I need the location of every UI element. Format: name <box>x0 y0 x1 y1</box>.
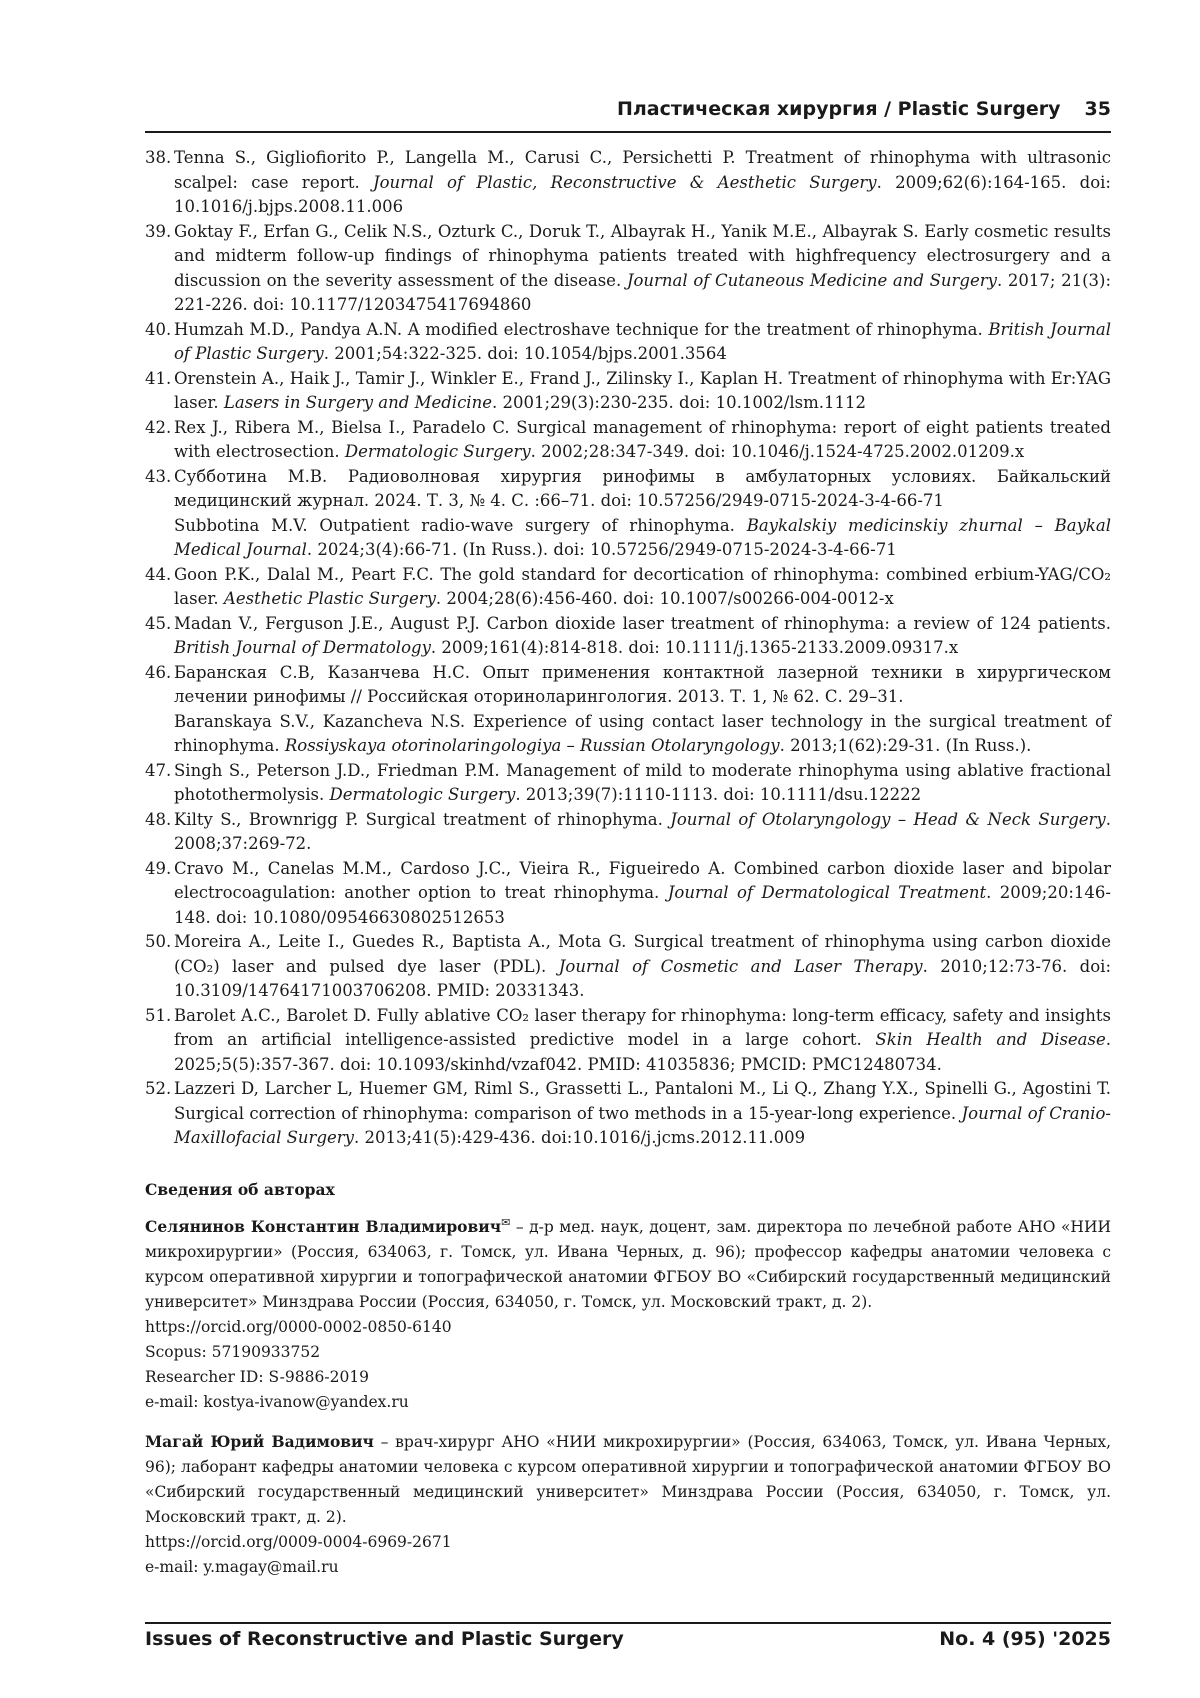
reference-number: 39. <box>145 221 172 241</box>
reference-text: Goktay F., Erfan G., Celik N.S., Ozturk C., Doruk T., Albayrak H., Yanik M.E., Albayrak S. Early cosmetic results and midterm follow-up findings of rhinophyma patients treated with highfrequency electrosurgery and a discussion on the severity assessment of the disease. <box>174 221 1111 290</box>
author-name: Магай Юрий Вадимович <box>145 1432 374 1452</box>
author-email[interactable]: e-mail: y.magay@mail.ru <box>145 1558 339 1577</box>
reference-text: Madan V., Ferguson J.E., August P.J. Carbon dioxide laser treatment of rhinophyma: a review of 124 patients. <box>174 613 1111 633</box>
reference-item <box>145 416 1111 465</box>
reference-number: 49. <box>145 858 172 878</box>
reference-item <box>145 318 1111 367</box>
journal-name: Issues of Reconstructive and Plastic Surgery <box>145 1628 624 1650</box>
reference-text: Баранская С.В, Казанчева Н.С. Опыт применения контактной лазерной техники в хирургическом лечении ринофимы // Российская оториноларингология. 2013. Т. 1, № 62. С. 29–31. <box>174 662 1111 706</box>
footer-rule <box>145 1622 1111 1624</box>
reference-text: Barolet A.C., Barolet D. Fully ablative CO₂ laser therapy for rhinophyma: long-term efficacy, safety and insights from an artificial intelligence-assisted predictive model in a large cohort. <box>174 1005 1111 1049</box>
reference-journal: Journal of Otolaryngology – Head & Neck Surgery <box>670 809 1106 829</box>
header-rule <box>145 131 1111 133</box>
author-block <box>145 1210 1111 1315</box>
reference-text: Cravo M., Canelas M.M., Cardoso J.C., Vieira R., Figueiredo A. Combined carbon dioxide laser and bipolar electrocoagulation: another option to treat rhinophyma. <box>174 858 1111 902</box>
reference-item <box>145 612 1111 661</box>
reference-text: . 2009;161(4):814-818. doi: 10.1111/j.1365-2133.2009.09317.x <box>430 638 959 657</box>
reference-text: Orenstein A., Haik J., Tamir J., Winkler E., Frand J., Zilinsky I., Kaplan H. Treatment of rhinophyma with Er:YAG laser. <box>174 368 1111 412</box>
reference-journal: Rossiyskaya otorinolaringologiya – Russian Otolaryngology <box>284 736 780 755</box>
reference-number: 47. <box>145 760 172 780</box>
reference-text: . 2025;5(5):357-367. doi: 10.1093/skinhd/vzaf042. PMID: 41035836; PMCID: PMC12480734. <box>174 1030 1111 1074</box>
issue-number: No. 4 (95) '2025 <box>939 1628 1111 1650</box>
running-head <box>145 98 1111 122</box>
reference-journal: Journal of Plastic, Reconstructive & Aesthetic Surgery <box>372 172 877 192</box>
reference-text: . 2009;20:146-148. doi: 10.1080/09546630802512653 <box>174 883 1111 927</box>
reference-number: 45. <box>145 613 172 633</box>
reference-number: 46. <box>145 662 172 682</box>
reference-item <box>145 808 1111 857</box>
reference-number: 48. <box>145 809 172 829</box>
reference-text: Lazzeri D, Larcher L, Huemer GM, Riml S., Grassetti L., Pantaloni M., Li Q., Zhang Y.X., Spinelli G., Agostini T. Surgical correction of rhinophyma: comparison of two methods in a 15-year-long experience. <box>174 1079 1111 1123</box>
reference-text: Goon P.K., Dalal M., Peart F.C. The gold standard for decortication of rhinophyma: combined erbium-YAG/CO₂ laser. <box>174 564 1111 608</box>
reference-list <box>145 146 1111 1151</box>
reference-journal: Journal of Cutaneous Medicine and Surgery <box>626 270 997 290</box>
reference-journal: British Journal of Dermatology <box>174 638 431 657</box>
author-block <box>145 1429 1111 1530</box>
reference-number: 43. <box>145 466 172 486</box>
author-name: Селянинов Константин Владимирович <box>145 1217 502 1237</box>
reference-number: 44. <box>145 564 172 584</box>
reference-journal: Journal of Cranio-Maxillofacial Surgery <box>174 1103 1111 1147</box>
reference-text: Humzah M.D., Pandya A.N. A modified electroshave technique for the treatment of rhinophyma. <box>174 319 989 339</box>
authors-section-title: Сведения об авторах <box>145 1180 335 1199</box>
reference-text: Субботина М.В. Радиоволновая хирургия ринофимы в амбулаторных условиях. Байкальский медицинский журнал. 2024. Т. 3, № 4. С. :66–71. doi: 10.57256/2949-0715-2024-3-4-66-71 <box>174 466 1111 510</box>
reference-text: Baranskaya S.V., Kazancheva N.S. Experience of using contact laser technology in the surgical treatment of rhinophyma. <box>174 711 1111 755</box>
reference-journal: Aesthetic Plastic Surgery <box>223 589 436 608</box>
reference-item <box>145 146 1111 220</box>
reference-text: Moreira A., Leite I., Guedes R., Baptista A., Mota G. Surgical treatment of rhinophyma using carbon dioxide (CO₂) laser and pulsed dye laser (PDL). <box>174 932 1111 976</box>
author-affiliation: – врач-хирург АНО «НИИ микрохирургии» (Россия, 634063, Томск, ул. Ивана Черных, 96); лаборант кафедры анатомии человека с курсом оперативной хирургии и топографической анатомии ФГБОУ ВО «Сибирский государственный медицинский университет» Минздрава России (Россия, 634050, г. Томск, ул. Московский тракт, д. 2). <box>145 1433 1111 1527</box>
reference-text: Singh S., Peterson J.D., Friedman P.M. Management of mild to moderate rhinophyma using ablative fractional photothermolysis. <box>174 760 1111 804</box>
authors-list <box>145 1210 1111 1580</box>
reference-text: . 2017; 21(3): 221-226. doi: 10.1177/1203475417694860 <box>174 270 1112 314</box>
reference-journal: Baykalskiy medicinskiy zhurnal – Baykal Medical Journal <box>174 515 1112 559</box>
page-number: 35 <box>1084 98 1111 120</box>
reference-item <box>145 367 1111 416</box>
reference-text: Kilty S., Brownrigg P. Surgical treatment of rhinophyma. <box>174 809 671 829</box>
reference-journal: Lasers in Surgery and Medicine <box>223 393 492 412</box>
authors-section <box>145 1177 1111 1580</box>
reference-journal: Dermatologic Surgery <box>329 785 516 804</box>
reference-item <box>145 220 1111 318</box>
author-email[interactable]: e-mail: kostya-ivanow@yandex.ru <box>145 1393 409 1412</box>
reference-number: 51. <box>145 1005 172 1025</box>
reference-text: . 2001;29(3):230-235. doi: 10.1002/lsm.1112 <box>491 393 866 412</box>
orcid-link[interactable]: https://orcid.org/0000-0002-0850-6140 <box>145 1318 452 1337</box>
corresponding-envelope-icon: ✉ <box>501 1216 511 1229</box>
reference-item <box>145 465 1111 563</box>
reference-text: . 2013;41(5):429-436. doi:10.1016/j.jcms.2012.11.009 <box>353 1128 806 1147</box>
reference-text: . 2013;1(62):29-31. (In Russ.). <box>779 736 1032 755</box>
reference-text: Tenna S., Gigliofiorito P., Langella M., Carusi C., Persichetti P. Treatment of rhinophyma with ultrasonic scalpel: case report. <box>174 148 1111 192</box>
reference-journal: Dermatologic Surgery <box>344 442 531 461</box>
reference-text: Subbotina M.V. Outpatient radio-wave surgery of rhinophyma. <box>174 515 747 535</box>
reference-text: . 2004;28(6):456-460. doi: 10.1007/s00266-004-0012-x <box>435 589 894 608</box>
reference-text: . 2024;3(4):66-71. (In Russ.). doi: 10.57256/2949-0715-2024-3-4-66-71 <box>306 540 897 559</box>
reference-text: Rex J., Ribera M., Bielsa I., Paradelo C. Surgical management of rhinophyma: report of eight patients treated with electrosection. <box>174 417 1111 461</box>
reference-number: 38. <box>145 148 172 167</box>
reference-text: . 2010;12:73-76. doi: 10.3109/14764171003706208. PMID: 20331343. <box>174 956 1112 1000</box>
reference-journal: Skin Health and Disease <box>875 1030 1106 1049</box>
reference-item <box>145 661 1111 759</box>
reference-journal: British Journal of Plastic Surgery <box>174 319 1111 363</box>
running-head-title: Пластическая хирургия / Plastic Surgery <box>616 98 1061 120</box>
author-identifier: Scopus: 57190933752 <box>145 1343 321 1362</box>
reference-item <box>145 857 1111 931</box>
reference-item <box>145 930 1111 1004</box>
reference-text: . 2002;28:347-349. doi: 10.1046/j.1524-4725.2002.01209.x <box>530 442 1025 461</box>
reference-journal: Journal of Dermatological Treatment <box>667 883 987 902</box>
reference-number: 50. <box>145 932 172 951</box>
reference-journal: Journal of Cosmetic and Laser Therapy <box>558 956 923 976</box>
reference-number: 52. <box>145 1079 172 1098</box>
orcid-link[interactable]: https://orcid.org/0009-0004-6969-2671 <box>145 1533 452 1552</box>
reference-item <box>145 563 1111 612</box>
author-spacer <box>145 1415 1111 1429</box>
reference-text: . 2008;37:269-72. <box>174 809 1111 853</box>
reference-number: 40. <box>145 319 172 339</box>
reference-item <box>145 759 1111 808</box>
running-foot <box>145 1628 1111 1656</box>
author-identifier: Researcher ID: S-9886-2019 <box>145 1368 370 1387</box>
author-affiliation: – д-р мед. наук, доцент, зам. директора по лечебной работе АНО «НИИ микрохирургии» (Россия, 634063, г. Томск, ул. Ивана Черных, д. 96); профессор кафедры анатомии человека с курсом оперативной хирургии и топографической анатомии ФГБОУ ВО «Сибирский государственный медицинский университет» Минздрава России (Россия, 634050, г. Томск, ул. Московский тракт, д. 2). <box>145 1218 1111 1312</box>
reference-text: . 2001;54:322-325. doi: 10.1054/bjps.2001.3564 <box>323 344 727 363</box>
reference-number: 41. <box>145 368 172 388</box>
reference-number: 42. <box>145 417 172 437</box>
reference-text: . 2009;62(6):164-165. doi: 10.1016/j.bjps.2008.11.006 <box>174 172 1111 216</box>
reference-item <box>145 1077 1111 1151</box>
reference-text: . 2013;39(7):1110-1113. doi: 10.1111/dsu.12222 <box>515 785 922 804</box>
reference-item <box>145 1004 1111 1078</box>
